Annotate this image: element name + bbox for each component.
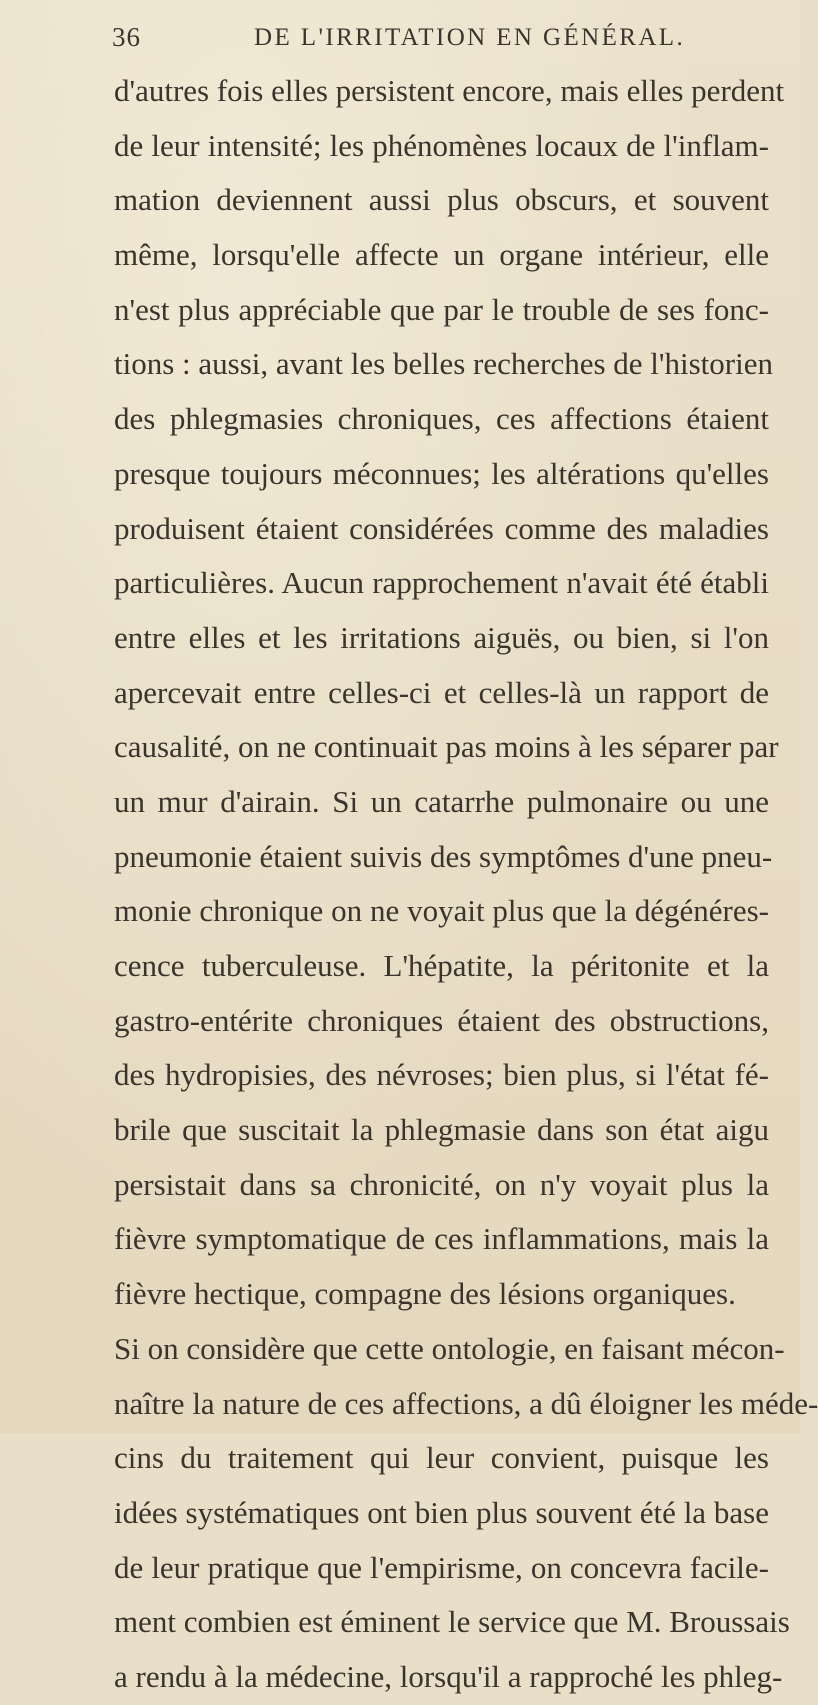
text-line: d'autres fois elles persistent encore, mais elles perdent	[114, 73, 785, 108]
text-line: des hydropisies, des névroses; bien plus, si l'état fé-	[114, 1057, 769, 1093]
text-line: a rendu à la médecine, lorsqu'il a rapproché les phleg-	[114, 1658, 783, 1694]
text-line: causalité, on ne continuait pas moins à les séparer par	[114, 729, 779, 765]
text-line: brile que suscitait la phlegmasie dans son état aigu	[114, 1112, 769, 1148]
text-line: cins du traitement qui leur convient, puisque les	[114, 1440, 769, 1476]
page-number: 36	[112, 22, 141, 52]
text-line: particulières. Aucun rapprochement n'avait été établi	[114, 565, 769, 601]
text-line: tions : aussi, avant les belles recherches de l'historien	[114, 346, 773, 382]
text-line: un mur d'airain. Si un catarrhe pulmonaire ou une	[114, 783, 769, 819]
text-line: apercevait entre celles-ci et celles-là un rapport de	[114, 674, 769, 710]
text-line: même, lorsqu'elle affecte un organe intérieur, elle	[114, 237, 769, 273]
text-line: persistait dans sa chronicité, on n'y voyait plus la	[114, 1166, 769, 1202]
running-title: DE L'IRRITATION EN GÉNÉRAL.	[254, 24, 686, 51]
text-line: pneumonie étaient suivis des symptômes d'une pneu-	[114, 838, 773, 874]
text-line: produisent étaient considérées comme des maladies	[114, 510, 769, 546]
text-line: presque toujours méconnues; les altérations qu'elles	[114, 455, 769, 491]
text-line: monie chronique on ne voyait plus que la dégénéres-	[114, 893, 769, 929]
text-line: de leur pratique que l'empirisme, on concevra facile-	[114, 1549, 769, 1585]
text-line: fièvre symptomatique de ces inflammations, mais la	[114, 1221, 769, 1257]
text-line: gastro-entérite chroniques étaient des obstructions,	[114, 1002, 769, 1038]
text-line: Si on considère que cette ontologie, en faisant mécon-	[114, 1330, 785, 1366]
text-line: mation deviennent aussi plus obscurs, et souvent	[114, 182, 769, 218]
text-line: fièvre hectique, compagne des lésions organiques.	[114, 1276, 736, 1312]
text-line: de leur intensité; les phénomènes locaux de l'inflam-	[114, 127, 769, 163]
text-line: des phlegmasies chroniques, ces affections étaient	[114, 401, 769, 437]
text-line: cence tuberculeuse. L'hépatite, la péritonite et la	[114, 948, 769, 983]
text-line: n'est plus appréciable que par le trouble de ses fonc-	[114, 291, 769, 327]
text-line: idées systématiques ont bien plus souvent été la base	[114, 1494, 769, 1530]
body-text	[114, 64, 818, 1705]
text-line: ment combien est éminent le service que M. Broussais	[114, 1604, 790, 1640]
running-head	[112, 22, 772, 62]
text-line: entre elles et les irritations aiguës, ou bien, si l'on	[114, 619, 769, 655]
text-line: naître la nature de ces affections, a dû éloigner les méde-	[114, 1385, 818, 1421]
